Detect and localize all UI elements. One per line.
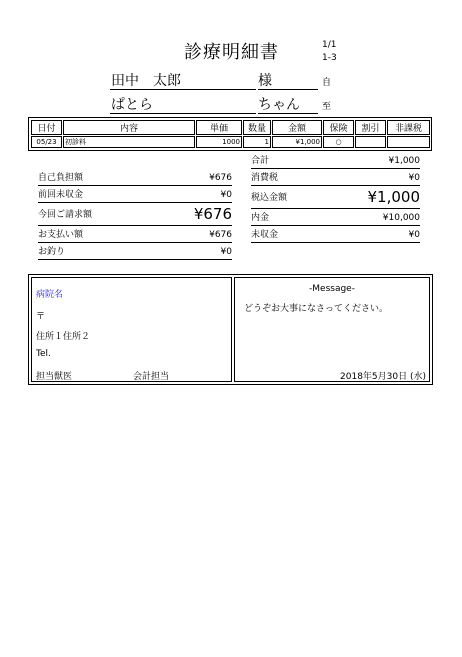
issue-date: 2018年5月30日 (水)	[340, 372, 426, 382]
cell-amount: ¥1,000	[272, 136, 322, 148]
pet-honorific: ちゃん	[258, 94, 318, 114]
col-non-taxable: 非課税	[387, 120, 430, 135]
unpaid-value: ¥0	[408, 230, 420, 240]
paid-row	[38, 227, 232, 243]
cell-discount	[355, 136, 386, 148]
page-number: 1/1	[322, 40, 337, 50]
clinic-tel: Tel.	[36, 349, 51, 359]
billed-label: 今回ご請求額	[38, 210, 93, 220]
cell-content: 初診料	[63, 136, 195, 148]
total-label: 税込金額	[251, 193, 288, 203]
tax-value: ¥0	[408, 173, 420, 183]
name-honorific: 様	[258, 70, 318, 90]
col-discount: 割引	[355, 120, 386, 135]
cell-date: 05/23	[31, 136, 62, 148]
subtotal-row	[251, 153, 420, 169]
col-content: 内容	[63, 120, 195, 135]
col-unit-price: 単価	[196, 120, 242, 135]
from-mark: 自	[322, 78, 332, 88]
cell-insurance: ○	[323, 136, 354, 148]
message-text: どうぞお大事になさってください。	[244, 304, 389, 314]
col-quantity: 数量	[243, 120, 271, 135]
subtotal-label: 合計	[251, 156, 270, 166]
document-title: 診療明細書	[184, 42, 279, 63]
vet-label: 担当獣医	[36, 372, 73, 382]
change-label: お釣り	[38, 247, 66, 257]
postal-mark: 〒	[36, 312, 46, 322]
clinic-info-panel	[31, 277, 232, 382]
footer-box	[28, 274, 433, 385]
table-row	[31, 136, 430, 148]
hospital-name: 病院名	[36, 290, 64, 300]
patient-name: 田中 太郎	[110, 70, 256, 90]
cell-quantity: 1	[243, 136, 271, 148]
deposit-label: 内金	[251, 213, 270, 223]
billed-value: ¥676	[193, 205, 232, 223]
billed-row	[38, 204, 232, 226]
col-insurance: 保険	[323, 120, 354, 135]
prev-unpaid-row	[38, 187, 232, 203]
self-pay-value: ¥676	[209, 173, 232, 183]
subtotal-value: ¥1,000	[388, 156, 420, 166]
tax-row	[251, 170, 420, 186]
accounting-label: 会計担当	[133, 372, 170, 382]
message-title: -Message-	[309, 284, 355, 294]
prev-unpaid-label: 前回未収金	[38, 190, 84, 200]
tax-label: 消費税	[251, 173, 279, 183]
total-row	[251, 187, 420, 209]
to-mark: 至	[322, 102, 332, 112]
deposit-row	[251, 210, 420, 226]
table-header-row	[31, 120, 430, 135]
self-pay-row	[38, 170, 232, 186]
col-amount: 金額	[272, 120, 322, 135]
message-panel	[234, 277, 430, 382]
cell-unit-price: 1000	[196, 136, 242, 148]
unpaid-label: 未収金	[251, 230, 279, 240]
change-row	[38, 244, 232, 260]
unpaid-row	[251, 227, 420, 243]
clinic-address: 住所１住所２	[36, 332, 91, 342]
paid-label: お支払い額	[38, 230, 84, 240]
deposit-value: ¥10,000	[382, 213, 420, 223]
cell-non-taxable	[387, 136, 430, 148]
col-date: 日付	[31, 120, 62, 135]
self-pay-label: 自己負担額	[38, 173, 84, 183]
prev-unpaid-value: ¥0	[220, 190, 232, 200]
total-value: ¥1,000	[367, 188, 420, 206]
pet-name: ぱとら	[110, 94, 256, 114]
change-value: ¥0	[220, 247, 232, 257]
page-range: 1-3	[322, 53, 337, 63]
items-table	[28, 117, 432, 151]
paid-value: ¥676	[209, 230, 232, 240]
